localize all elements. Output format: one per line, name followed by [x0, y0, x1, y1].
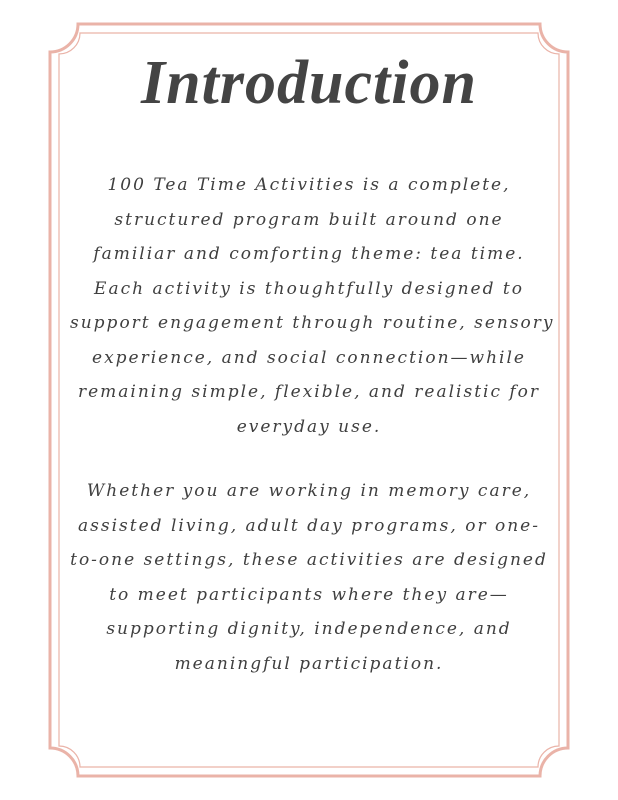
text-line: to-one settings, these activities are designed	[70, 550, 548, 570]
page-title: Introduction	[141, 49, 477, 117]
text-line: support engagement through routine, sensory	[70, 313, 555, 333]
intro-paragraph-2	[70, 474, 548, 681]
text-line: remaining simple, flexible, and realistic for	[77, 382, 541, 402]
text-line: to meet participants where they are—	[109, 584, 509, 605]
text-line: 100 Tea Time Activities is a complete,	[107, 175, 511, 195]
intro-paragraph-1	[70, 168, 555, 444]
text-line: structured program built around one	[114, 209, 504, 230]
text-line: everyday use.	[236, 416, 382, 437]
text-line: Each activity is thoughtfully designed to	[94, 278, 524, 299]
text-line: meaningful participation.	[174, 653, 444, 674]
text-line: familiar and comforting theme: tea time.	[93, 244, 525, 264]
text-line: experience, and social connection—while	[92, 347, 526, 368]
text-line: Whether you are working in memory care,	[86, 481, 532, 501]
text-line: supporting dignity, independence, and	[106, 619, 512, 639]
text-line: assisted living, adult day programs, or one-	[78, 515, 540, 536]
